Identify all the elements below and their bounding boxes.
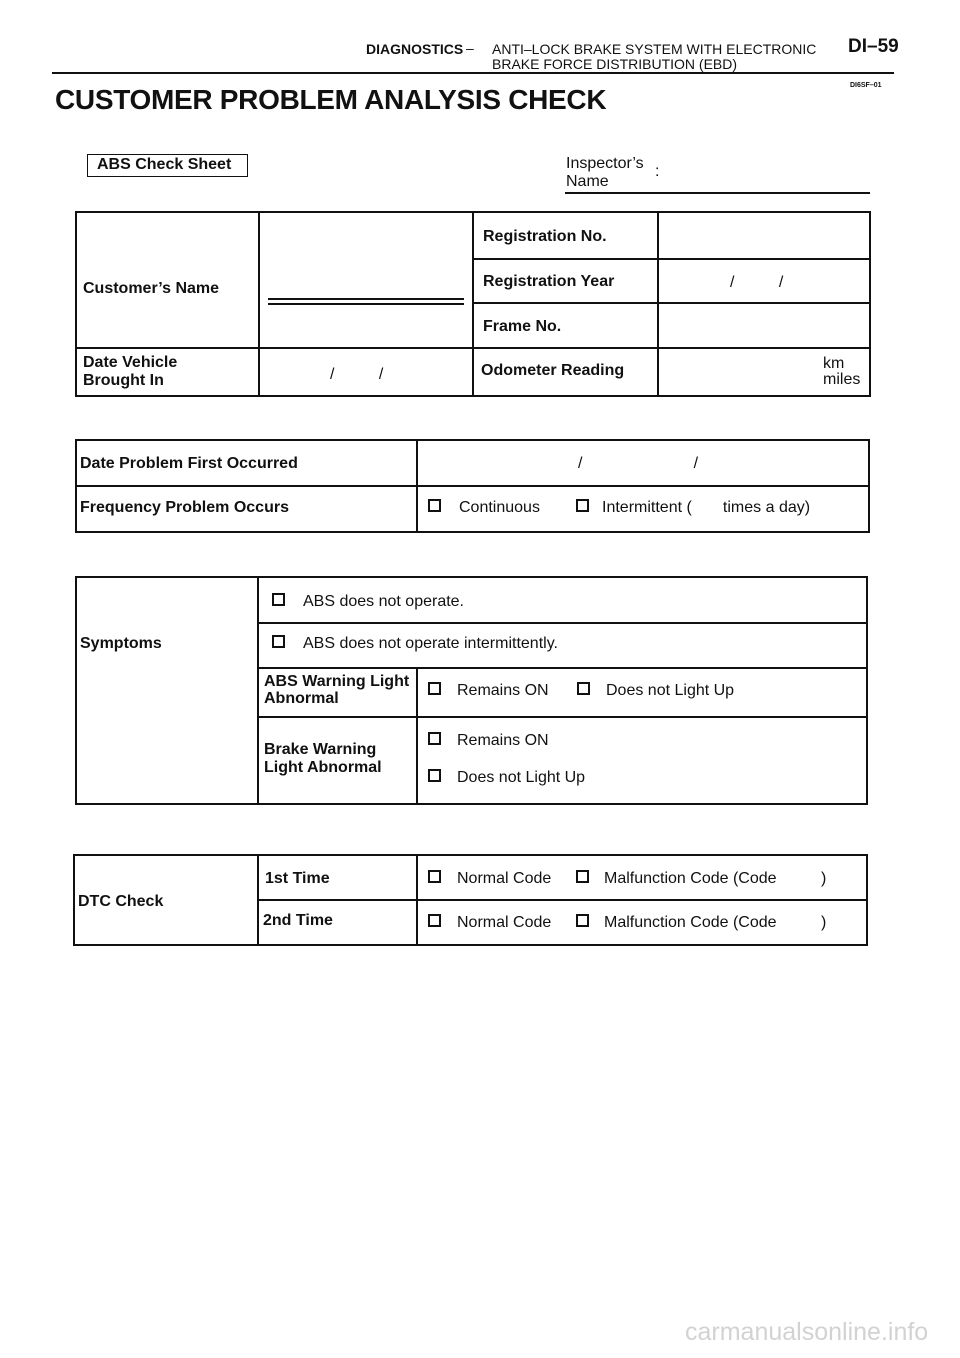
- header-dash: –: [466, 40, 474, 56]
- abs-intermittent-option[interactable]: [272, 635, 558, 653]
- continuous-label: Continuous: [459, 499, 540, 516]
- dtc-first-malfunction-option[interactable]: [576, 870, 826, 888]
- abs-warning-no-light-checkbox[interactable]: [577, 682, 590, 695]
- dtc-first-malfunction-checkbox[interactable]: [576, 870, 589, 883]
- brake-warning-no-light-option[interactable]: [428, 769, 585, 787]
- brake-warning-label-line2: Light Abnormal: [264, 759, 382, 776]
- symptoms-row-line3: [257, 716, 868, 718]
- frequency-label: Frequency Problem Occurs: [80, 499, 289, 516]
- dtc-first-normal-option[interactable]: [428, 870, 551, 888]
- date-vehicle-label-line2: Brought In: [83, 372, 164, 389]
- header-title-line2: BRAKE FORCE DISTRIBUTION (EBD): [492, 56, 738, 72]
- watermark: carmanualsonline.info: [685, 1318, 929, 1346]
- brake-warning-remains-on-checkbox[interactable]: [428, 732, 441, 745]
- abs-not-operate-option[interactable]: [272, 593, 464, 611]
- intermittent-label: Intermittent ( times a day): [602, 499, 811, 516]
- abs-warning-no-light-label: Does not Light Up: [606, 682, 735, 699]
- customer-name-field[interactable]: [262, 213, 470, 296]
- dtc-row-line: [257, 899, 868, 901]
- customer-name-double-line-top: [268, 298, 464, 300]
- vehicle-col1-divider: [258, 211, 260, 397]
- inspector-colon: :: [655, 163, 660, 180]
- abs-warning-remains-on-label: Remains ON: [457, 682, 549, 699]
- intermittent-checkbox[interactable]: [576, 499, 589, 512]
- abs-not-operate-label: ABS does not operate.: [303, 593, 464, 610]
- date-vehicle-label-line1: Date Vehicle: [83, 354, 178, 371]
- registration-no-field[interactable]: [661, 213, 869, 257]
- abs-warning-no-light-option[interactable]: [577, 682, 734, 700]
- inspector-label-line2: Name: [566, 173, 609, 190]
- dtc-check-label: DTC Check: [78, 893, 164, 910]
- dtc-first-time-label: 1st Time: [265, 870, 330, 887]
- dtc-second-normal-label: Normal Code: [457, 914, 552, 931]
- abs-warning-remains-on-option[interactable]: [428, 682, 549, 700]
- abs-intermittent-checkbox[interactable]: [272, 635, 285, 648]
- abs-intermittent-label: ABS does not operate intermittently.: [303, 635, 558, 652]
- symptoms-sub-col-divider: [416, 667, 418, 805]
- page-number: DI–59: [848, 36, 899, 57]
- dtc-first-malfunction-label: Malfunction Code (Code ): [604, 870, 827, 887]
- vehicle-col2-divider: [472, 211, 474, 397]
- date-vehicle-field[interactable]: / /: [330, 366, 384, 383]
- customer-name-double-line-bottom: [268, 303, 464, 305]
- vehicle-col3-divider: [657, 211, 659, 397]
- date-first-label: Date Problem First Occurred: [80, 455, 298, 472]
- vehicle-row-line3: [75, 347, 871, 349]
- check-sheet-label: ABS Check Sheet: [97, 156, 232, 173]
- symptoms-row-line2: [257, 667, 868, 669]
- vehicle-row-line1: [472, 258, 871, 260]
- frame-no-label: Frame No.: [483, 318, 562, 335]
- symptoms-label: Symptoms: [80, 635, 162, 652]
- brake-warning-no-light-checkbox[interactable]: [428, 769, 441, 782]
- inspector-label-line1: Inspector’s: [566, 155, 644, 172]
- dtc-second-normal-checkbox[interactable]: [428, 914, 441, 927]
- continuous-checkbox[interactable]: [428, 499, 441, 512]
- abs-warning-label-line2: Abnormal: [264, 690, 339, 707]
- abs-warning-label-line1: ABS Warning Light: [264, 673, 410, 690]
- dtc-second-malfunction-checkbox[interactable]: [576, 914, 589, 927]
- dtc-first-normal-label: Normal Code: [457, 870, 552, 887]
- check-sheet-label-box: [87, 154, 248, 177]
- odometer-label: Odometer Reading: [481, 362, 625, 379]
- registration-year-field[interactable]: / /: [730, 274, 784, 291]
- problem-row-line: [75, 485, 870, 487]
- header-section: DIAGNOSTICS: [366, 41, 464, 57]
- dtc-second-malfunction-label: Malfunction Code (Code ): [604, 914, 827, 931]
- customer-name-label: Customer’s Name: [83, 280, 220, 297]
- odometer-unit-km: km: [823, 355, 845, 372]
- continuous-option[interactable]: [428, 499, 540, 517]
- header-title-line1: ANTI–LOCK BRAKE SYSTEM WITH ELECTRONIC: [492, 41, 817, 57]
- brake-warning-no-light-label: Does not Light Up: [457, 769, 586, 786]
- symptoms-col-divider: [257, 576, 259, 805]
- brake-warning-label-line1: Brake Warning: [264, 741, 377, 758]
- abs-not-operate-checkbox[interactable]: [272, 593, 285, 606]
- page-title: CUSTOMER PROBLEM ANALYSIS CHECK: [55, 84, 607, 115]
- dtc-second-normal-option[interactable]: [428, 914, 551, 932]
- ref-code: DI6SF–01: [850, 82, 882, 89]
- intermittent-option[interactable]: [576, 499, 810, 517]
- date-first-field[interactable]: / /: [578, 455, 699, 472]
- registration-no-label: Registration No.: [483, 228, 607, 245]
- header-rule: [52, 72, 894, 74]
- frame-no-field[interactable]: [661, 305, 869, 346]
- brake-warning-remains-on-label: Remains ON: [457, 732, 549, 749]
- dtc-second-time-label: 2nd Time: [263, 912, 333, 929]
- inspector-name-line[interactable]: [565, 192, 870, 194]
- brake-warning-remains-on-option[interactable]: [428, 732, 549, 750]
- dtc-first-normal-checkbox[interactable]: [428, 870, 441, 883]
- abs-warning-remains-on-checkbox[interactable]: [428, 682, 441, 695]
- vehicle-row-line2: [472, 302, 871, 304]
- symptoms-row-line1: [257, 622, 868, 624]
- dtc-second-malfunction-option[interactable]: [576, 914, 826, 932]
- odometer-unit-miles: miles: [823, 371, 861, 388]
- registration-year-label: Registration Year: [483, 273, 615, 290]
